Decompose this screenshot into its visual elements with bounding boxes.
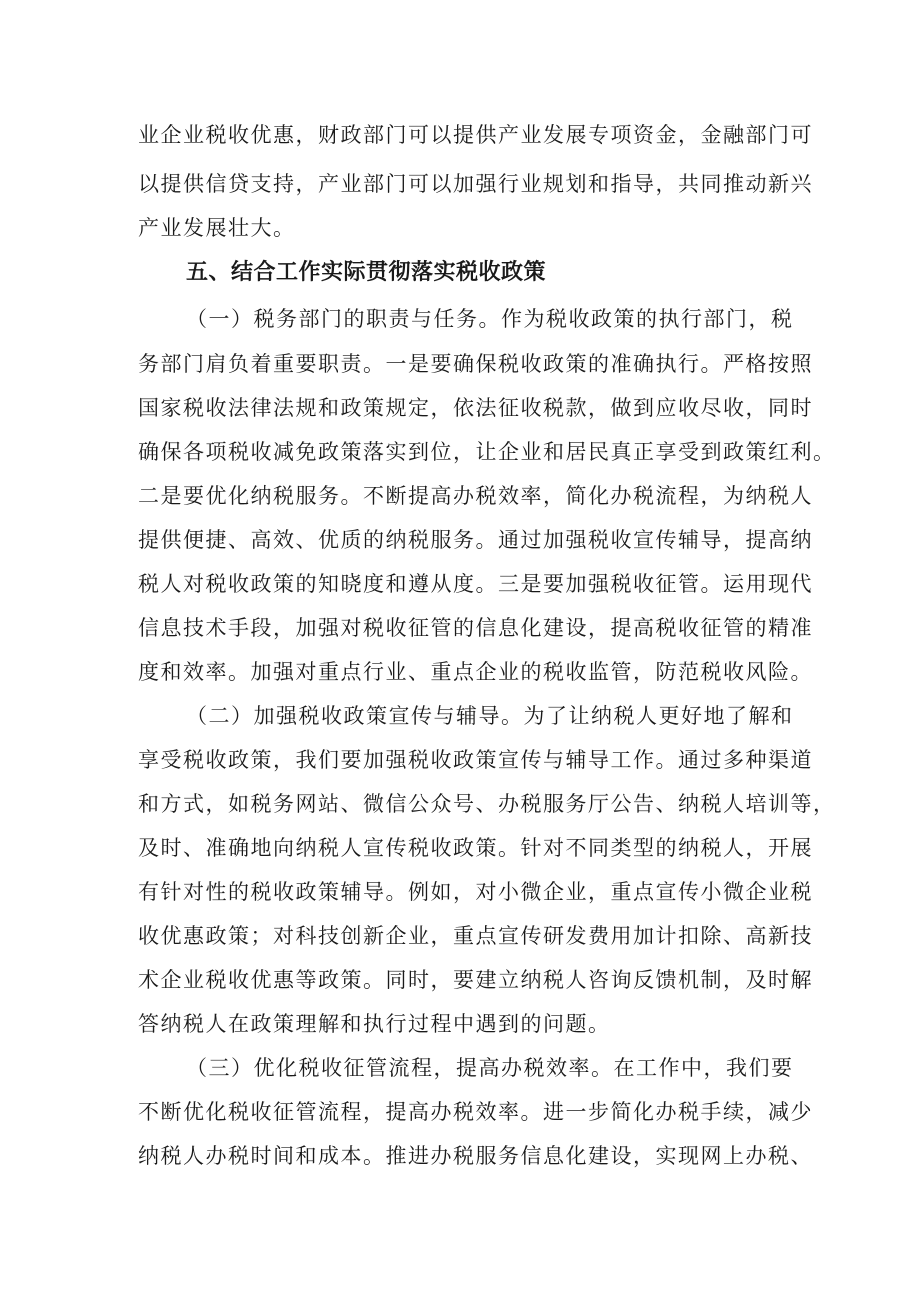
body-text-line: 和方式，如税务网站、微信公众号、办税服务厅公告、纳税人培训等， bbox=[138, 792, 836, 816]
body-text-line: 不断优化税收征管流程，提高办税效率。进一步简化办税手续，减少 bbox=[138, 1100, 813, 1124]
body-text-line: 税人对税收政策的知晓度和遵从度。三是要加强税收征管。运用现代 bbox=[138, 572, 813, 596]
paragraph-first-line: （三）优化税收征管流程，提高办税效率。在工作中，我们要 bbox=[186, 1056, 794, 1080]
paragraph-first-line: （一）税务部门的职责与任务。作为税收政策的执行部门，税 bbox=[186, 307, 794, 331]
body-text-line: 及时、准确地向纳税人宣传税收政策。针对不同类型的纳税人，开展 bbox=[138, 836, 813, 860]
section-heading: 五、结合工作实际贯彻落实税收政策 bbox=[186, 260, 547, 285]
body-text-line: 业企业税收优惠，财政部门可以提供产业发展专项资金，金融部门可 bbox=[138, 123, 813, 147]
body-text-line: 有针对性的税收政策辅导。例如，对小微企业，重点宣传小微企业税 bbox=[138, 880, 813, 904]
body-text-line: 以提供信贷支持，产业部门可以加强行业规划和指导，共同推动新兴 bbox=[138, 172, 813, 196]
body-text-line: 术企业税收优惠等政策。同时，要建立纳税人咨询反馈机制，及时解 bbox=[138, 968, 813, 992]
body-text-line: 确保各项税收减免政策落实到位，让企业和居民真正享受到政策红利。 bbox=[138, 440, 836, 464]
body-text-line: 收优惠政策；对科技创新企业，重点宣传研发费用加计扣除、高新技 bbox=[138, 924, 813, 948]
body-text-line: 信息技术手段，加强对税收征管的信息化建设，提高税收征管的精准 bbox=[138, 616, 813, 640]
paragraph-first-line: （二）加强税收政策宣传与辅导。为了让纳税人更好地了解和 bbox=[186, 704, 794, 728]
body-text-line: 务部门肩负着重要职责。一是要确保税收政策的准确执行。严格按照 bbox=[138, 352, 813, 376]
body-text-line: 答纳税人在政策理解和执行过程中遇到的问题。 bbox=[138, 1012, 611, 1036]
body-text-line: 度和效率。加强对重点行业、重点企业的税收监管，防范税收风险。 bbox=[138, 660, 813, 684]
body-text-line: 二是要优化纳税服务。不断提高办税效率，简化办税流程，为纳税人 bbox=[138, 484, 813, 508]
body-text-line: 国家税收法律法规和政策规定，依法征收税款，做到应收尽收，同时 bbox=[138, 396, 813, 420]
body-text-line: 产业发展壮大。 bbox=[138, 216, 296, 240]
body-text-line: 提供便捷、高效、优质的纳税服务。通过加强税收宣传辅导，提高纳 bbox=[138, 528, 813, 552]
body-text-line: 纳税人办税时间和成本。推进办税服务信息化建设，实现网上办税、 bbox=[138, 1144, 813, 1168]
body-text-line: 享受税收政策，我们要加强税收政策宣传与辅导工作。通过多种渠道 bbox=[138, 748, 813, 772]
